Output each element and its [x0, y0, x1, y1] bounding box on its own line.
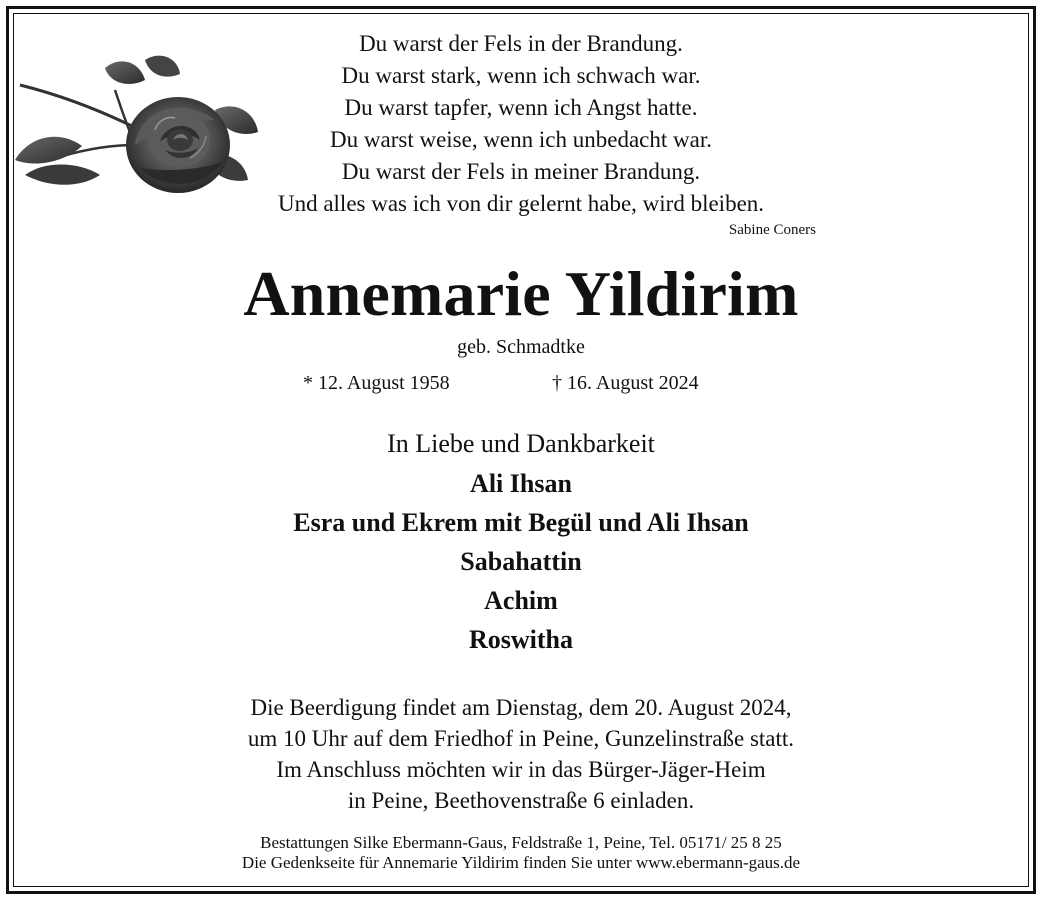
funeral-details — [0, 692, 1042, 816]
mourner-name: Esra und Ekrem mit Begül und Ali Ihsan — [293, 508, 749, 537]
mourner-name: Sabahattin — [460, 547, 582, 576]
funeral-line: um 10 Uhr auf dem Friedhof in Peine, Gunzelinstraße statt. — [247, 726, 795, 751]
poem — [0, 28, 1042, 220]
mourner-name: Ali Ihsan — [470, 469, 572, 498]
poem-line: Du warst stark, wenn ich schwach war. — [341, 63, 701, 88]
mourner-name: Achim — [484, 586, 558, 615]
maiden-name: geb. Schmadtke — [457, 336, 585, 358]
death-date: † 16. August 2024 — [552, 372, 699, 394]
footer — [0, 833, 1042, 873]
mourners-intro: In Liebe und Dankbarkeit — [387, 429, 655, 458]
funeral-line: in Peine, Beethovenstraße 6 einladen. — [347, 788, 695, 813]
funeral-line: Im Anschluss möchten wir in das Bürger-Jäger-Heim — [276, 757, 766, 782]
undertaker-info: Bestattungen Silke Ebermann-Gaus, Feldstraße 1, Peine, Tel. 05171/ 25 8 25 — [260, 833, 782, 852]
birth-date: * 12. August 1958 — [303, 372, 450, 394]
poem-line: Du warst weise, wenn ich unbedacht war. — [330, 127, 712, 152]
poem-author: Sabine Coners — [728, 222, 816, 238]
memorial-page-info: Die Gedenkseite für Annemarie Yildirim finden Sie unter www.ebermann-gaus.de — [241, 853, 801, 872]
funeral-line: Die Beerdigung findet am Dienstag, dem 20. August 2024, — [250, 695, 792, 720]
deceased-name: Annemarie Yildirim — [243, 258, 799, 329]
poem-line: Und alles was ich von dir gelernt habe, wird bleiben. — [277, 191, 765, 216]
poem-line: Du warst tapfer, wenn ich Angst hatte. — [344, 95, 698, 120]
mourner-name: Roswitha — [468, 625, 573, 654]
poem-line: Du warst der Fels in meiner Brandung. — [341, 159, 701, 184]
mourners-list — [0, 464, 1042, 659]
poem-line: Du warst der Fels in der Brandung. — [359, 31, 683, 56]
